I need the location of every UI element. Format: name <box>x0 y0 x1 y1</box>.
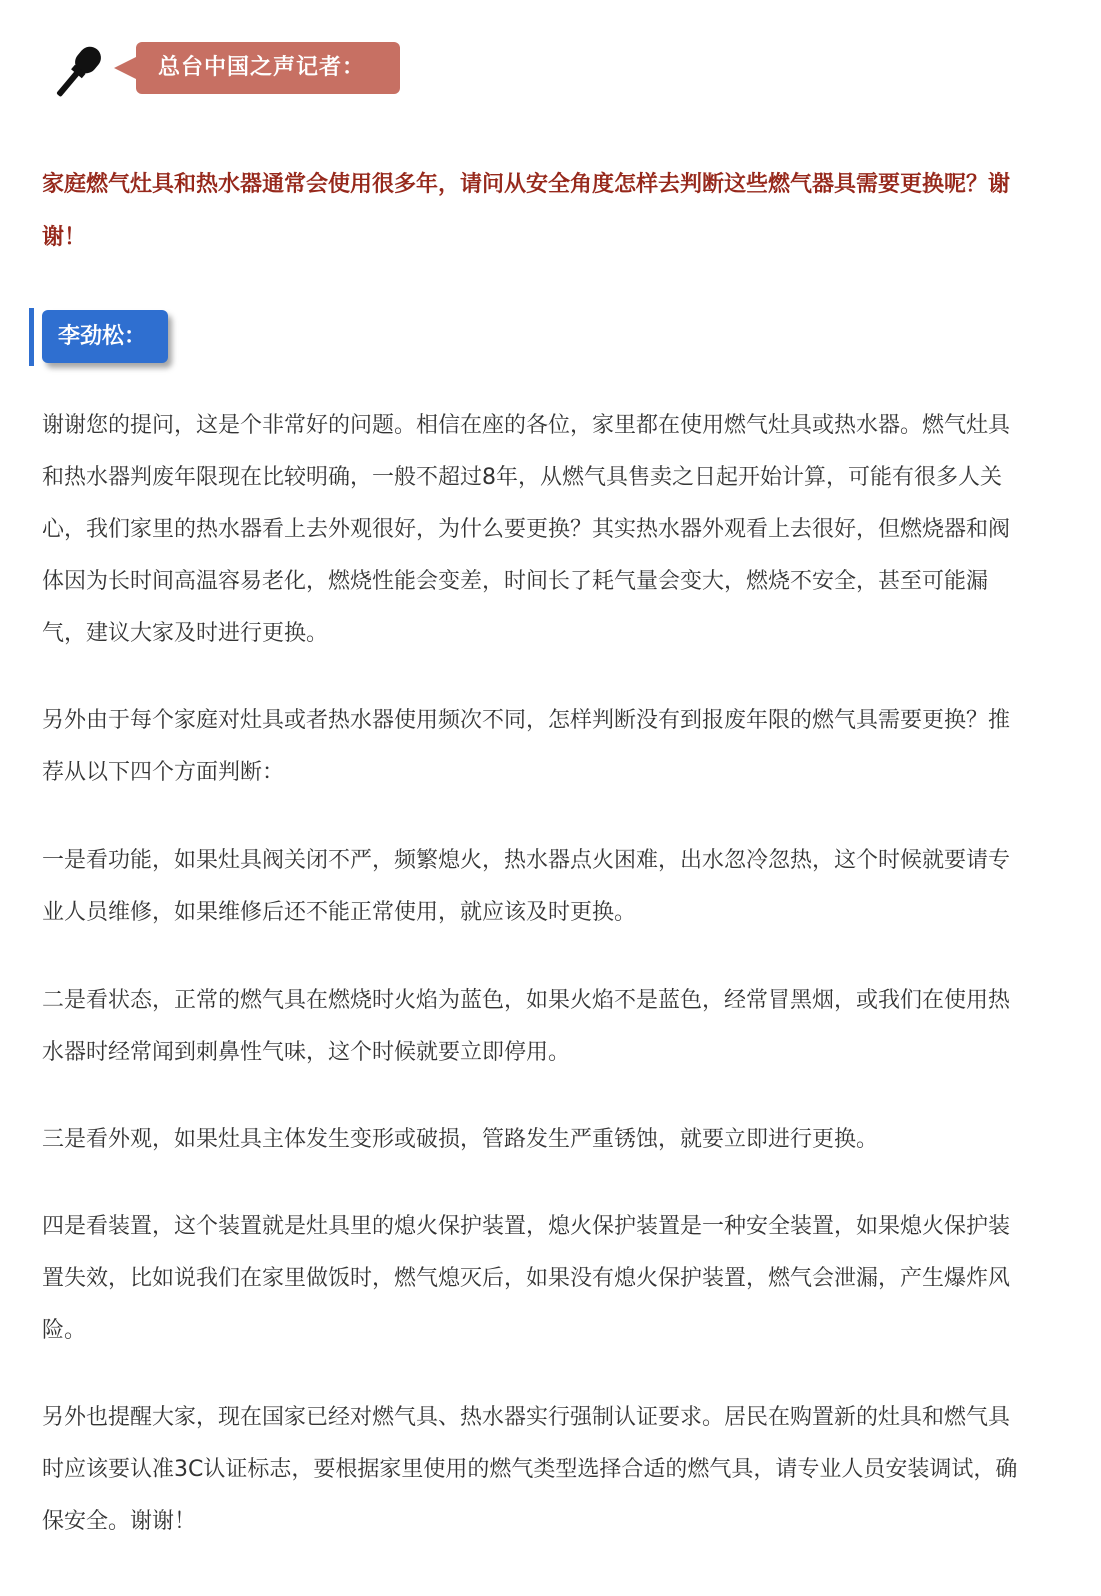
answer-paragraph-3: 一是看功能，如果灶具阀关闭不严，频繁熄火，热水器点火困难，出水忽冷忽热，这个时候就要请专业人员维修，如果维修后还不能正常使用，就应该及时更换。 <box>42 848 1011 925</box>
answer-paragraph-6: 四是看装置，这个装置就是灶具里的熄火保护装置，熄火保护装置是一种安全装置，如果熄火保护装置失效，比如说我们在家里做饭时，燃气熄灭后，如果没有熄火保护装置，燃气会泄漏，产生爆炸风险。 <box>42 1214 1011 1343</box>
reporter-question: 家庭燃气灶具和热水器通常会使用很多年，请问从安全角度怎样去判断这些燃气器具需要更换呢？谢谢！ <box>42 172 1011 250</box>
speaker-label: 李劲松： <box>42 310 168 363</box>
answer-paragraph-1: 谢谢您的提问，这是个非常好的问题。相信在座的各位，家里都在使用燃气灶具或热水器。燃气灶具和热水器判废年限现在比较明确，一般不超过8年，从燃气具售卖之日起开始计算，可能有很多人关心，我们家里的热水器看上去外观很好，为什么要更换？其实热水器外观看上去很好，但燃烧器和阀体因为长时间高温容易老化，燃烧性能会变差，时间长了耗气量会变大，燃烧不安全，甚至可能漏气，建议大家及时进行更换。 <box>42 413 1011 646</box>
answer-paragraph-4: 二是看状态，正常的燃气具在燃烧时火焰为蓝色，如果火焰不是蓝色，经常冒黑烟，或我们在使用热水器时经常闻到刺鼻性气味，这个时候就要立即停用。 <box>42 988 1011 1065</box>
speaker-accent-bar <box>29 308 34 366</box>
answer-paragraph-2: 另外由于每个家庭对灶具或者热水器使用频次不同，怎样判断没有到报废年限的燃气具需要更换？推荐从以下四个方面判断： <box>42 708 1011 785</box>
microphone-icon <box>44 42 114 106</box>
answer-paragraph-5: 三是看外观，如果灶具主体发生变形或破损，管路发生严重锈蚀，就要立即进行更换。 <box>42 1127 879 1152</box>
answer-paragraph-7: 另外也提醒大家，现在国家已经对燃气具、热水器实行强制认证要求。居民在购置新的灶具和燃气具时应该要认准3C认证标志，要根据家里使用的燃气类型选择合适的燃气具，请专业人员安装调试，确保安全。谢谢！ <box>42 1405 1018 1534</box>
reporter-header <box>44 38 444 102</box>
reporter-label: 总台中国之声记者： <box>136 42 400 94</box>
